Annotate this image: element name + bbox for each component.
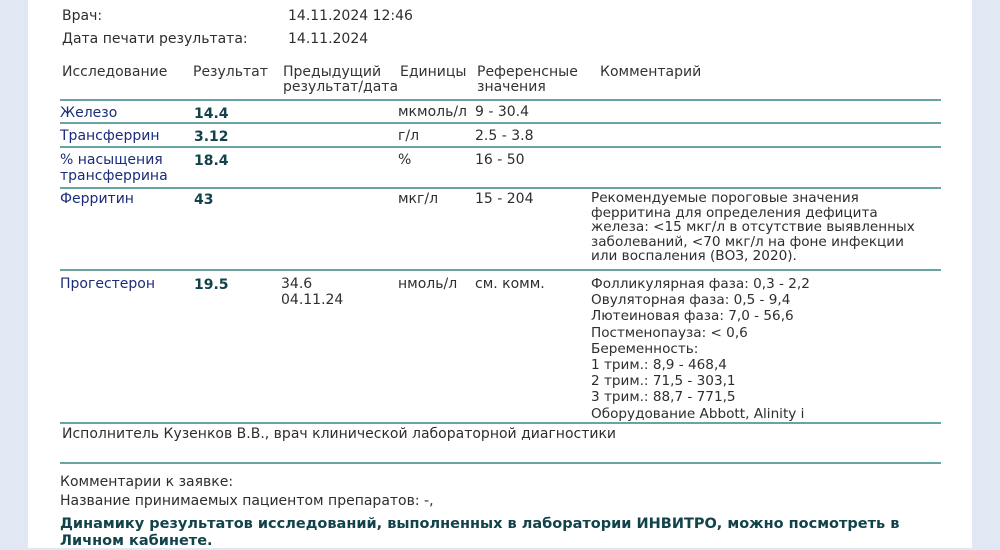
print-date-value: 14.11.2024 (288, 31, 369, 47)
previous-date: 04.11.24 (281, 292, 344, 308)
study-name-line1: % насыщения (60, 152, 163, 168)
comment-line: Рекомендуемые пороговые значения (591, 190, 859, 206)
reference-range: 16 - 50 (475, 152, 525, 168)
reference-range: 9 - 30.4 (475, 104, 530, 120)
comment-line: или воспаления (ВОЗ, 2020). (591, 248, 797, 265)
comment-line: Фолликулярная фаза: 0,3 - 2,2 (591, 276, 810, 292)
comment-line: Овуляторная фаза: 0,5 - 9,4 (591, 292, 791, 309)
divider (60, 422, 941, 424)
divider (60, 99, 941, 101)
study-name: Прогестерон (60, 276, 156, 292)
divider (60, 462, 941, 464)
result-value: 3.12 (194, 129, 229, 145)
doctor-value: 14.11.2024 12:46 (288, 8, 413, 24)
units: мкмоль/л (398, 104, 468, 120)
result-value: 19.5 (194, 277, 229, 293)
doctor-label: Врач: (62, 8, 103, 24)
comment (591, 191, 915, 264)
comment-line: 2 трим.: 71,5 - 303,1 (591, 373, 736, 390)
dynamics-note-line1: Динамику результатов исследований, выполненных в лаборатории ИНВИТРО, можно посмотреть в (60, 516, 900, 532)
header-previous (283, 65, 398, 95)
divider (60, 269, 941, 271)
print-date-label: Дата печати результата: (62, 31, 248, 47)
divider (60, 122, 941, 124)
header-previous-line1: Предыдущий (283, 64, 382, 80)
units: % (398, 152, 412, 168)
header-previous-line2: результат/дата (283, 79, 399, 95)
comment-line: железа: <15 мкг/л в отсутствие выявленных (591, 219, 915, 236)
header-result: Результат (193, 64, 268, 80)
comment-line: Беременность: (591, 340, 699, 357)
study-name (60, 152, 168, 184)
reference-range: см. комм. (475, 276, 545, 292)
dynamics-note (60, 516, 899, 550)
performer-line: Исполнитель Кузенков В.В., врач клинической лабораторной диагностики (62, 426, 617, 442)
divider (60, 187, 941, 189)
study-name: Железо (60, 105, 118, 121)
dynamics-note-line2: Личном кабинете. (60, 533, 213, 549)
comment-line: ферритина для определения дефицита (591, 204, 878, 221)
reference-range: 15 - 204 (475, 191, 534, 207)
order-comments-label: Комментарии к заявке: (60, 474, 234, 490)
units: мкг/л (398, 191, 439, 207)
lab-report-page (28, 0, 972, 548)
result-value: 14.4 (194, 106, 229, 122)
comment-line: Оборудование Abbott, Alinity i (591, 405, 805, 422)
result-value: 18.4 (194, 153, 229, 169)
comment-line: 1 трим.: 8,9 - 468,4 (591, 357, 727, 374)
study-name: Трансферрин (60, 128, 160, 144)
comment-line: Постменопауза: < 0,6 (591, 324, 748, 341)
comment-line: заболеваний, <70 мкг/л на фоне инфекции (591, 233, 904, 250)
divider (60, 146, 941, 148)
units: нмоль/л (398, 276, 458, 292)
study-name-line2: трансферрина (60, 168, 168, 184)
header-reference-line1: Референсные (477, 64, 578, 80)
comment (591, 276, 810, 422)
previous-value: 34.6 (281, 276, 313, 292)
header-units: Единицы (400, 64, 467, 80)
header-comment: Комментарий (600, 64, 702, 80)
result-value: 43 (194, 192, 214, 208)
header-reference (477, 65, 578, 95)
header-reference-line2: значения (477, 79, 546, 95)
previous-result (281, 276, 343, 308)
units: г/л (398, 128, 420, 144)
study-name: Ферритин (60, 191, 134, 207)
comment-line: Лютеиновая фаза: 7,0 - 56,6 (591, 308, 794, 325)
comment-line: 3 трим.: 88,7 - 771,5 (591, 389, 736, 406)
header-study: Исследование (62, 64, 168, 80)
medications-line: Название принимаемых пациентом препаратов: -, (60, 493, 434, 509)
reference-range: 2.5 - 3.8 (475, 128, 534, 144)
